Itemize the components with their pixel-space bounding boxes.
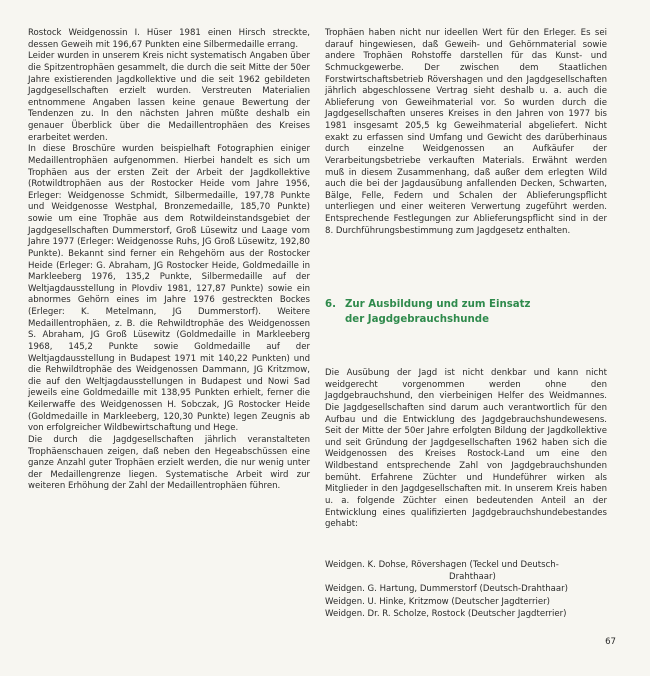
right-column (325, 28, 607, 237)
section-heading (325, 298, 610, 327)
breeder-line-continuation: Drahthaar) (449, 572, 496, 583)
left-column (28, 28, 310, 493)
section-title-line1: Zur Ausbildung und zum Einsatz (345, 299, 531, 310)
list-item (325, 608, 617, 620)
paragraph-trophy-records: Leider wurden in unserem Kreis nicht systematisch Angaben über die Spitzentrophäen gesammelt, die durch die seit Mitte der 50er Jahre existierenden Jagdkollektive und die seit 1962 gebildeten Jagdgesellschaften erzielt wurden. Verstreuten Materialien entnommene Angaben lassen keine genaue Bewertung der Tendenzen zu. In den nächsten Jahren müßte deshalb ein genauer Überblick über die Medaillentrophäen des Kreises erarbeitet werden. (28, 51, 310, 143)
breeder-line: Weidgen. U. Hinke, Kritzmow (Deutscher Jagdterrier) (325, 596, 550, 607)
list-item (325, 596, 617, 608)
breeder-line: Weidgen. Dr. R. Scholze, Rostock (Deutscher Jagdterrier) (325, 608, 567, 619)
paragraph-hunting-dogs: Die Ausübung der Jagd ist nicht denkbar und kann nicht weidgerecht vorgenommen werden ohne den Jagdgebrauchshund, den vierbeinigen Helfer des Weidmannes. Die Jagdgesellschaften sind darum auch verantwortlich für den Aufbau und die Entwicklung des Jagdgebrauchshundewesens. Seit der Mitte der 50er Jahre erfolgten Bildung der Jagdkollektive und seit Gründung der Jagdgesellschaften 1962 haben sich die Weidgenossen des Kreises Rostock-Land um eine den Wildbestand entsprechende Zahl von Jagdgebrauchshunden bemüht. Erfahrene Züchter und Hundeführer wirken als Mitglieder in den Jagdgesellschaften mit. In unserem Kreis haben u. a. folgende Züchter einen bedeutenden Anteil an der Entwicklung eines qualifizierten Jagdgebrauchshundebestandes gehabt: (325, 368, 607, 530)
section-number: 6. (325, 299, 336, 310)
paragraph-trophy-hueser: Rostock Weidgenossin I. Hüser 1981 einen Hirsch streckte, dessen Geweih mit 196,67 Punkten eine Silbermedaille errang. (28, 28, 310, 50)
breeder-list (325, 559, 617, 620)
paragraph-trophy-shows: Die durch die Jagdgesellschaften jährlich veranstalteten Trophäenschauen zeigen, daß neben den Hegeabschüssen eine ganze Anzahl guter Trophäen erzielt werden, die nur wenig unter der Medaillengrenze liegen. Systematische Arbeit wird zur weiteren Erhöhung der Zahl der Medaillentrophäen führen. (28, 434, 310, 492)
list-item (325, 559, 617, 583)
page-number: 67 (605, 637, 616, 647)
paragraph-medal-trophies: In diese Broschüre wurden beispielhaft Fotographien einiger Medaillentrophäen aufgenommen. Hierbei handelt es sich um Trophäen aus der ersten Zeit der Arbeit der Jagdkollektive (Rotwildtrophäen aus der Rostocker Heide vom Jahre 1956, Erleger: Weidgenosse Schmidt, Silbermedaille, 197,78 Punkte und Weidgenosse Westphal, Bronzemedaille, 185,70 Punkte) sowie um eine Trophäe aus dem Rotwildeinstandsgebiet der Jagdgesellschaften Dummerstorf, Groß Lüsewitz und Laage vom Jahre 1977 (Erleger: Weidgenosse Ruhs, JG Groß Lüsewitz, 192,80 Punkte). Bekannt sind ferner ein Rehgehörn aus der Rostocker Heide (Erleger: G. Abraham, JG Rostocker Heide, Goldmedaille in Markleeberg 1976, 135,2 Punkte, Silbermedaille auf der Weltjagdausstellung in Plovdiv 1981, 127,87 Punkte) sowie ein abnormes Gehörn eines im Jahre 1976 gestreckten Bockes (Erleger: K. Metelmann, JG Dummerstorf). Weitere Medaillentrophäen, z. B. die Rehwildtrophäe des Weidgenossen S. Abraham, JG Groß Lüsewitz (Goldmedaille in Markleeberg 1968, 145,2 Punkte sowie Goldmedaille auf der Weltjagdausstellung in Budapest 1971 mit 140,22 Punkten) und die Rehwildtrophäe des Weidgenossen Dammann, JG Kritzmow, die auf den Weltjagdausstellungen in Budapest und Nowi Sad jeweils eine Goldmedaille mit 138,95 Punkten erhielt, ferner die Keilerwaffe des Weidgenossen H. Sobczak, JG Rostocker Heide (Goldmedaille in Markleeberg, 120,30 Punkte) legen Zeugnis ab von erfolgreicher Wildbewirtschaftung und Hege. (28, 144, 310, 434)
section-title-line2: der Jagdgebrauchshunde (345, 313, 489, 325)
breeder-line: Weidgen. G. Hartung, Dummerstorf (Deutsch-Drahthaar) (325, 584, 568, 595)
breeder-line: Weidgen. K. Dohse, Rövershagen (Teckel und Deutsch- (325, 560, 559, 570)
paragraph-trophy-value: Trophäen haben nicht nur ideellen Wert für den Erleger. Es sei darauf hingewiesen, daß Geweih- und Gehörnmaterial sowie andere Trophäen Rohstoffe darstellen für das Kunst- und Schmuckgewerbe. Der zwischen dem Staatlichen Forstwirtschaftsbetrieb Rövershagen und den Jagdgesellschaften jährlich abgeschlossene Vertrag sieht deshalb u. a. auch die Ablieferung von Geweihmaterial vor. So wurden durch die Jagdgesellschaften unseres Kreises in den Jahren von 1977 bis 1981 insgesamt 205,5 kg Geweihmaterial abgeliefert. Nicht exakt zu erfassen sind Umfang und Gewicht des darüberhinaus durch einzelne Weidgenossen an Aufkäufer der Verarbeitungsbetriebe verkauften Materials. Erwähnt werden muß in diesem Zusammenhang, daß außer dem erlegten Wild auch die bei der Jagdausübung anfallenden Decken, Schwarten, Bälge, Felle, Federn und Schalen der Ablieferungspflicht unterliegen und einer weiteren Verwertung zugeführt werden. Entsprechende Festlegungen zur Ablieferungspflicht sind in der 8. Durchführungsbestimmung zum Jagdgesetz enthalten. (325, 28, 607, 236)
section-body (325, 368, 607, 531)
list-item (325, 583, 617, 595)
